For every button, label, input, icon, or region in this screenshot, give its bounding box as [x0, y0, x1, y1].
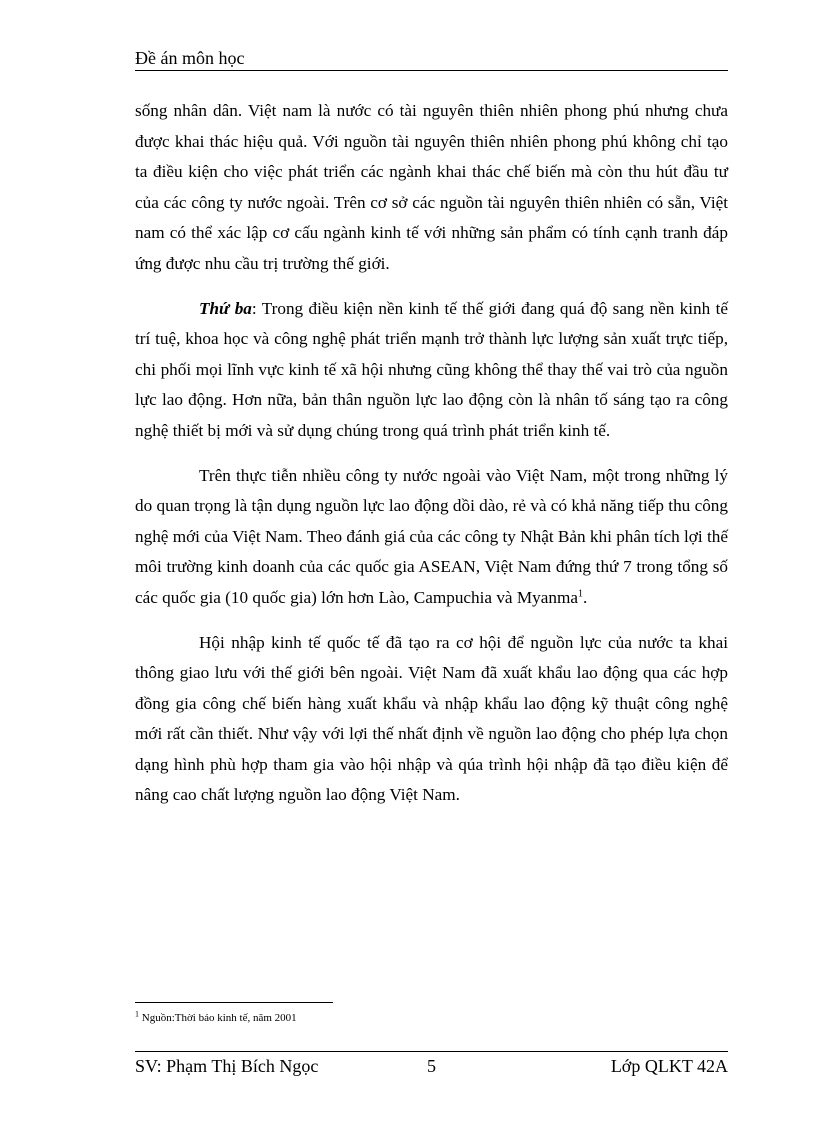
header-divider [135, 70, 728, 71]
paragraph-2 [135, 294, 728, 447]
footnote [135, 1011, 728, 1025]
footer-divider [135, 1051, 728, 1052]
footnote-text: Nguồn:Thời báo kinh tế, năm 2001 [139, 1012, 297, 1024]
paragraph-4: Hội nhập kinh tế quốc tế đã tạo ra cơ hội để nguồn lực của nước ta khai thông giao lưu với thế giới bên ngoài. Việt Nam đã xuất khẩu lao động qua các hợp đồng gia công chế biến hàng xuất khẩu và nhập khẩu lao động kỹ thuật công nghệ mới rất cần thiết. Như vậy với lợi thế nhất định về nguồn lao động cho phép lựa chọn dạng hình phù hợp tham gia vào hội nhập và qúa trình hội nhập đã tạo điều kiện để nâng cao chất lượng nguồn lao động Việt Nam. [135, 632, 728, 805]
footer-student-name: SV: Phạm Thị Bích Ngọc [135, 1056, 319, 1076]
paragraph-1: sống nhân dân. Việt nam là nước có tài nguyên thiên nhiên phong phú nhưng chưa được khai thác hiệu quả. Với nguồn tài nguyên thiên nhiên phong phú không chỉ tạo ta điều kiện cho việc phát triển các ngành khai thác chế biến mà còn thu hút đầu tư của các công ty nước ngoài. Trên cơ sở các nguồn tài nguyên thiên nhiên có sẵn, Việt nam có thể xác lập cơ cấu ngành kinh tế với những sản phẩm có tính cạnh tranh đáp ứng được nhu cầu trị trường thế giới. [135, 101, 728, 273]
page-header: Đề án môn học [135, 48, 245, 68]
paragraph-3-end: . [582, 587, 588, 607]
paragraph-2-text: : Trong điều kiện nền kinh tế thế giới đang quá độ sang nền kinh tế trí tuệ, khoa học và công nghệ phát triển mạnh trở thành lực lượng sản xuất trực tiếp, chi phối mọi lĩnh vực kinh tế xã hội nhưng cũng không thể thay thế vai trò của nguồn lực lao động. Hơn nữa, bản thân nguồn lực lao động còn là nhân tố sáng tạo ra công nghệ thiết bị mới và sử dụng chúng trong quá trình phát triển kinh tế. [135, 298, 729, 440]
page-number: 5 [427, 1056, 436, 1076]
paragraph-3-text: Trên thực tiễn nhiều công ty nước ngoài vào Việt Nam, một trong những lý do quan trọng là tận dụng nguồn lực lao động dồi dào, rẻ và có khả năng tiếp thu công nghệ mới của Việt Nam. Theo đánh giá của các công ty Nhật Bản khi phân tích lợi thế môi trường kinh doanh của các quốc gia ASEAN, Việt Nam đứng thứ 7 trong tổng số các quốc gia (10 quốc gia) lớn hơn Lào, Campuchia và Myanma [135, 465, 728, 607]
footnote-reference[interactable]: 1 [577, 588, 583, 600]
footnote-divider [135, 1002, 333, 1003]
paragraph-3 [135, 461, 728, 614]
paragraph-2-lead: Thứ ba [199, 298, 252, 318]
footer-class: Lớp QLKT 42A [610, 1056, 728, 1076]
footnote-mark: 1 [135, 1009, 139, 1019]
body-text [135, 96, 728, 811]
